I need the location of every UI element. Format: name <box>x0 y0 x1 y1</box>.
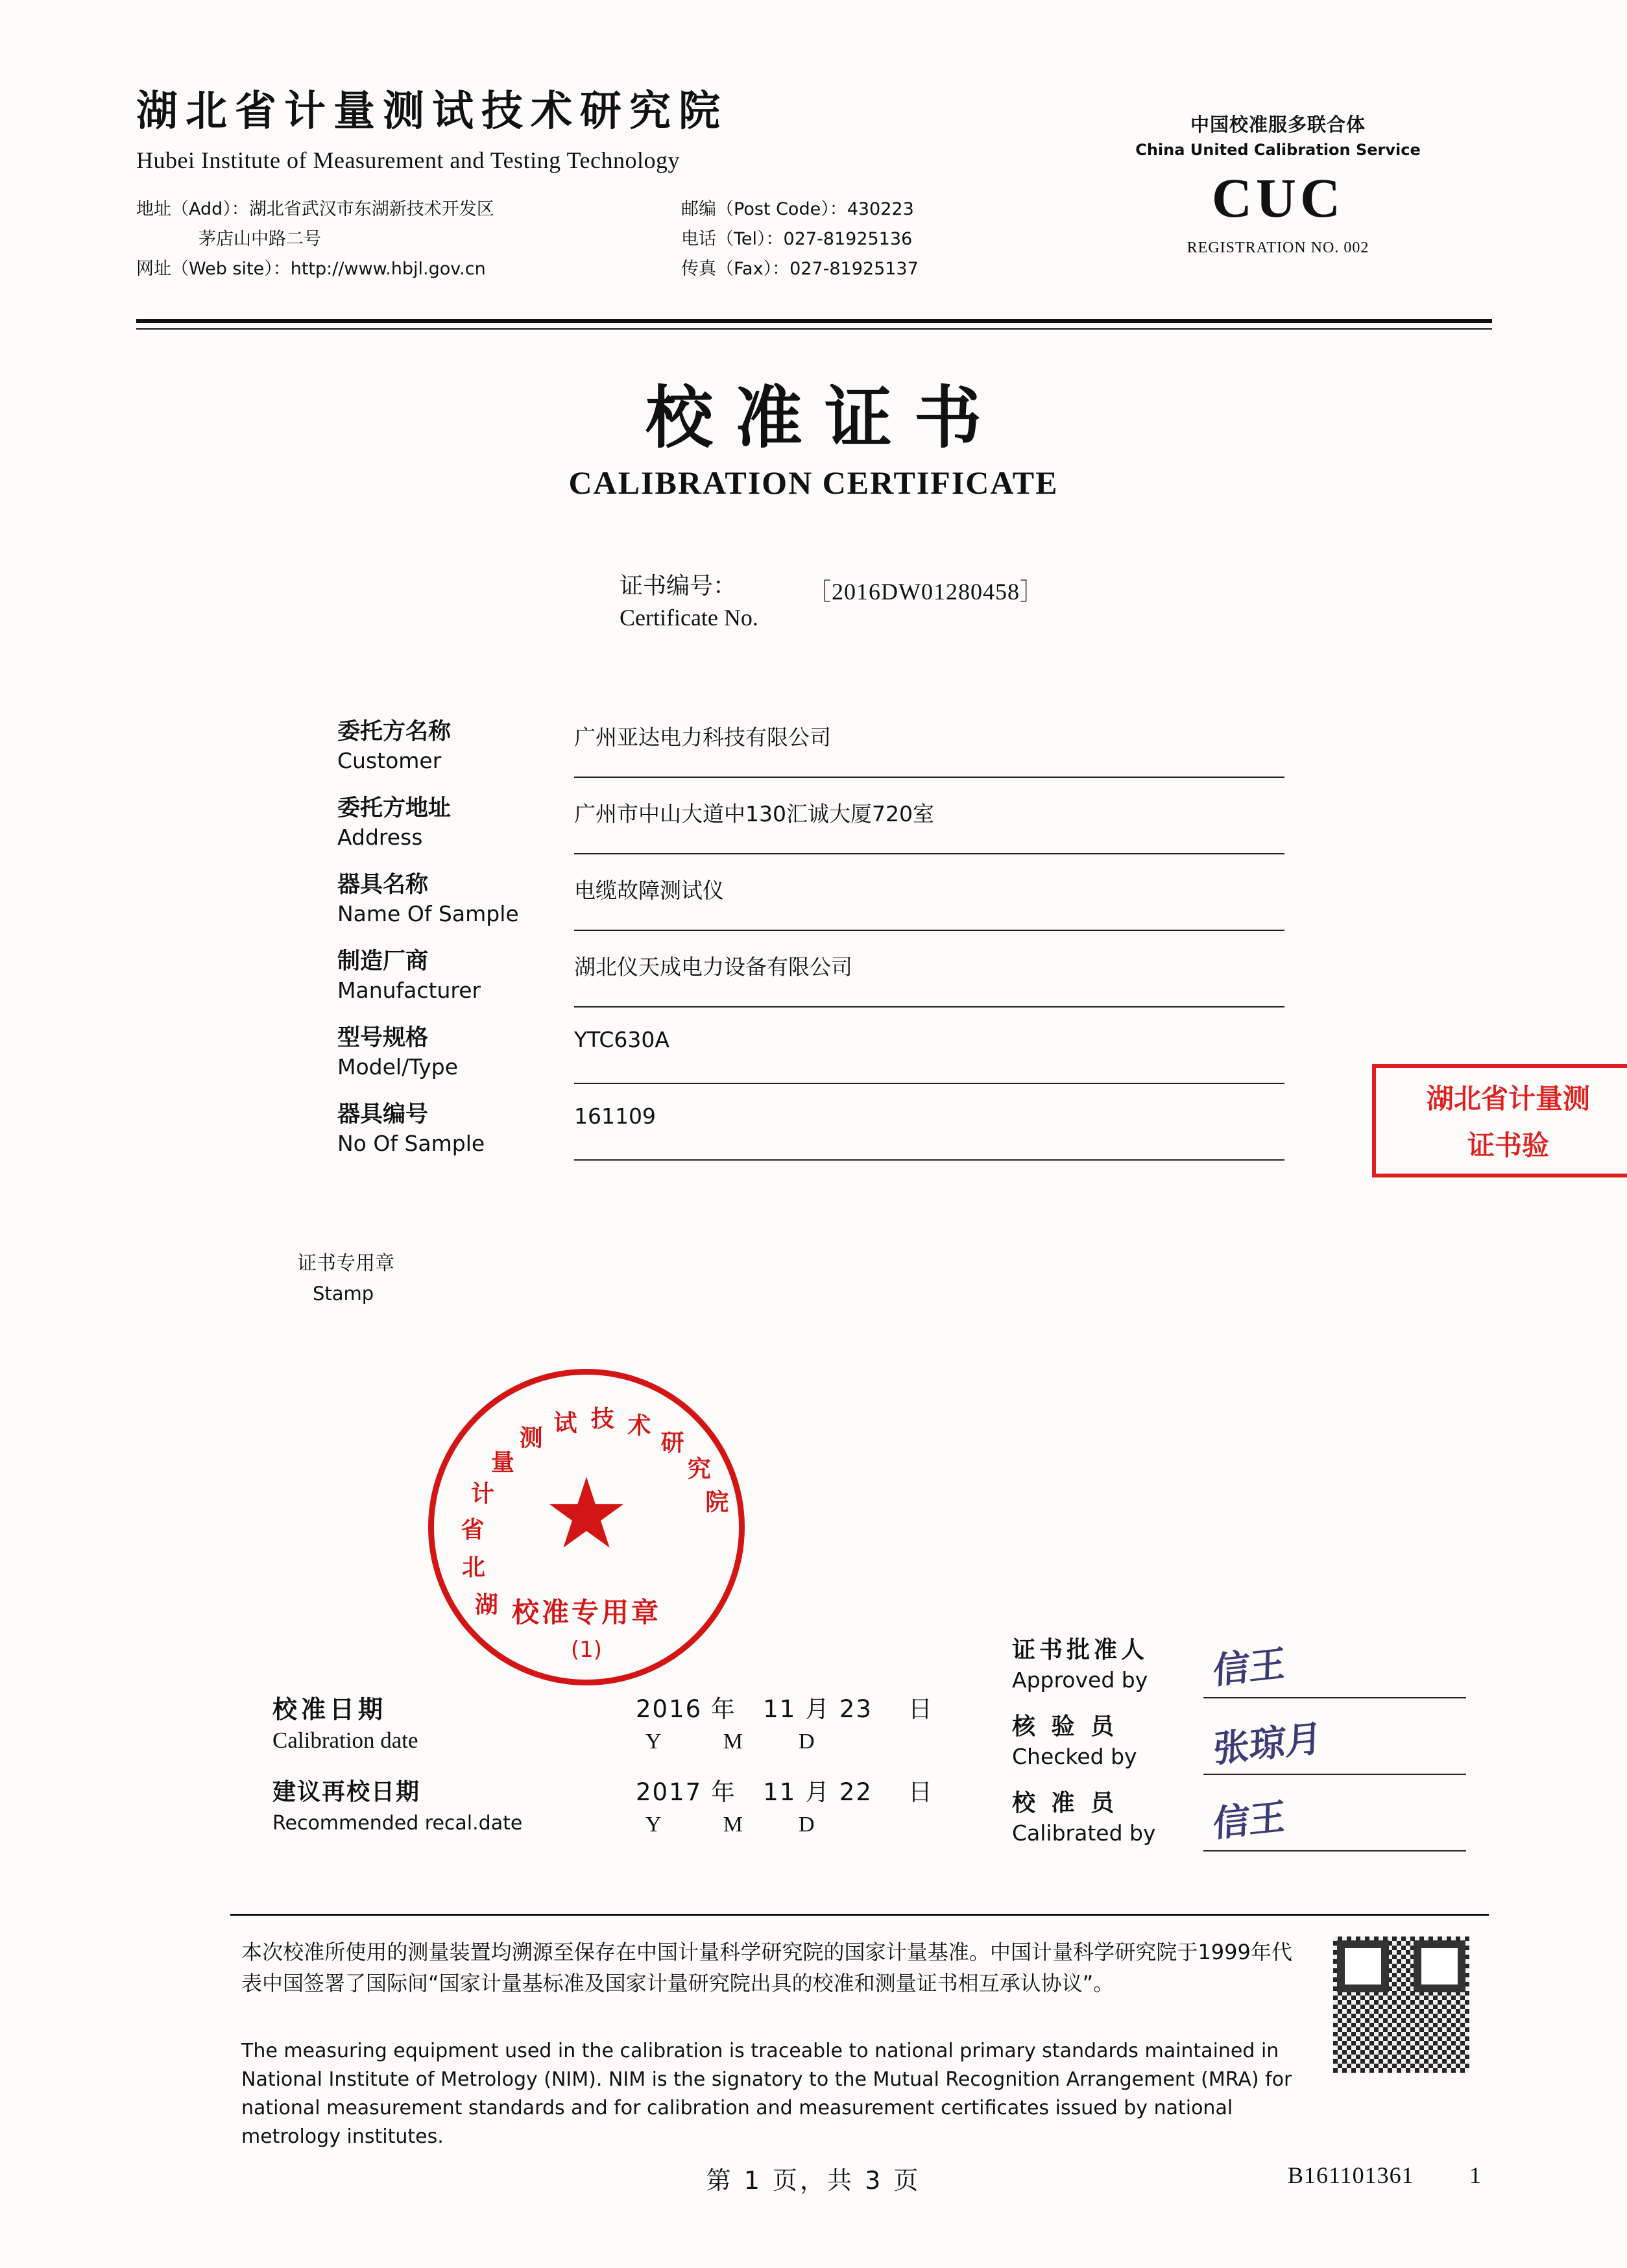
field-label-model <box>337 1023 571 1081</box>
field-label-customer-cn: 委托方名称 <box>337 719 452 745</box>
signature-mark-checked: 张琼月 <box>1212 1717 1323 1772</box>
signature-underline-checked <box>1203 1774 1466 1775</box>
field-label-sample-number <box>337 1100 571 1158</box>
cuc-name-en: China United Calibration Service <box>1135 141 1421 159</box>
field-label-model-en: Model/Type <box>337 1054 458 1080</box>
verification-stamp-line-2: 证书验 <box>1467 1129 1549 1161</box>
field-label-manufacturer-cn: 制造厂商 <box>337 948 429 974</box>
field-label-sample-number-en: No Of Sample <box>337 1131 485 1156</box>
qr-code-icon[interactable] <box>1333 1936 1469 2073</box>
signature-label-calibrated-cn: 校 准 员 <box>1012 1790 1118 1816</box>
signature-mark-calibrated: 信王 <box>1212 1795 1286 1846</box>
signature-label-calibrated-en: Calibrated by <box>1012 1820 1156 1846</box>
field-value-manufacturer: 湖北仪天成电力设备有限公司 <box>574 954 852 980</box>
sample-details-list <box>337 717 1265 1176</box>
page-title-cn: 校准证书 <box>645 378 1004 457</box>
signature-label-checked-en: Checked by <box>1012 1744 1137 1769</box>
certificate-number-label-cn: 证书编号： <box>620 573 737 599</box>
address-block <box>136 195 494 284</box>
signature-label-approved-en: Approved by <box>1012 1667 1148 1693</box>
signature-label-checked <box>1012 1711 1200 1771</box>
certificate-number-value: ［2016DW01280458］ <box>808 579 1044 605</box>
date-ymd-calibration: Y M D <box>645 1730 816 1754</box>
organization-name-cn: 湖北省计量测试技术研究院 <box>136 88 728 136</box>
field-value-sample-name: 电缆故障测试仪 <box>574 878 724 903</box>
seal-bottom-text: 校准专用章 <box>511 1597 661 1628</box>
date-row-calibration <box>272 1693 986 1776</box>
cuc-wordmark-icon: CUC <box>1211 167 1345 229</box>
address-line-1: 地址（Add）：湖北省武汉市东湖新技术开发区 <box>136 199 494 219</box>
field-row-model <box>337 1023 1265 1100</box>
field-value-customer: 广州亚达电力科技有限公司 <box>574 725 831 750</box>
verification-stamp-line-1: 湖北省计量测 <box>1426 1083 1590 1115</box>
field-underline-address <box>574 853 1284 854</box>
date-label-calibration <box>272 1693 636 1755</box>
signature-label-approved-cn: 证书批准人 <box>1012 1637 1149 1663</box>
verification-stamp <box>1372 1064 1627 1177</box>
seal-star-icon: ★ <box>542 1461 631 1569</box>
signature-underline-calibrated <box>1203 1850 1466 1852</box>
field-label-address-en: Address <box>337 825 423 850</box>
seal-arc-text: 湖 北 省 计 量 测 试 技 术 研 究 院 <box>461 1406 729 1619</box>
signature-label-approved <box>1012 1635 1200 1695</box>
date-label-calibration-en: Calibration date <box>272 1728 418 1753</box>
field-row-manufacturer <box>337 947 1265 1023</box>
field-label-customer <box>337 717 571 775</box>
signature-label-checked-cn: 核 验 员 <box>1012 1713 1118 1740</box>
website-line[interactable]: 网址（Web site）：http://www.hbjl.gov.cn <box>136 259 486 279</box>
page-number-label: 第 1 页，共 3 页 <box>706 2166 921 2195</box>
date-label-recal-cn: 建议再校日期 <box>272 1779 421 1805</box>
postcode-line: 邮编（Post Code）：430223 <box>681 199 914 219</box>
certificate-number-label <box>620 571 758 633</box>
certificate-number-label-en: Certificate No. <box>620 605 758 631</box>
dates-block <box>272 1693 986 1859</box>
signature-label-calibrated <box>1012 1788 1200 1848</box>
telephone-line: 电话（Tel）：027-81925136 <box>681 229 913 249</box>
field-label-model-cn: 型号规格 <box>337 1025 429 1051</box>
field-label-manufacturer <box>337 947 571 1005</box>
footer-divider <box>230 1914 1489 1916</box>
signature-mark-approved: 信王 <box>1212 1642 1286 1693</box>
date-ymd-recal: Y M D <box>645 1813 816 1837</box>
signature-row-checked <box>1012 1711 1466 1788</box>
header-divider-thin <box>136 328 1492 330</box>
traceability-note-en: The measuring equipment used in the calibration is traceable to national primary standards maintained in National Institute of Metrology (NIM). NIM is the signatory to the Mutual Recognition Arrangement (MRA) for national measurement standards and for calibration and measurement certificates issued by national metrology institutes. <box>241 2040 1292 2148</box>
field-row-sample-name <box>337 870 1265 947</box>
signature-row-calibrated <box>1012 1788 1466 1864</box>
fax-line: 传真（Fax）：027-81925137 <box>681 259 919 279</box>
field-label-sample-number-cn: 器具编号 <box>337 1102 429 1128</box>
field-label-address <box>337 793 571 852</box>
signature-row-approved <box>1012 1635 1466 1711</box>
field-value-sample-number: 161109 <box>574 1104 656 1129</box>
page-title-en: CALIBRATION CERTIFICATE <box>568 464 1059 501</box>
cuc-registration-number: REGISTRATION NO. 002 <box>1187 239 1369 256</box>
field-underline-sample-number <box>574 1159 1284 1161</box>
field-value-model: YTC630A <box>574 1027 669 1052</box>
field-underline-sample-name <box>574 930 1284 931</box>
document-page-index: 1 <box>1469 2162 1481 2188</box>
stamp-label <box>297 1249 394 1309</box>
document-id: B161101361 <box>1288 2162 1414 2188</box>
field-row-sample-number <box>337 1100 1265 1176</box>
seal-number: (1) <box>570 1637 603 1663</box>
stamp-label-cn: 证书专用章 <box>297 1252 394 1275</box>
field-row-address <box>337 793 1265 870</box>
date-label-calibration-cn: 校准日期 <box>272 1695 387 1724</box>
cuc-name-cn: 中国校准服多联合体 <box>1190 114 1366 136</box>
date-row-recal <box>272 1776 986 1859</box>
date-value-calibration: 2016 年 11 月 23 日 <box>636 1695 934 1723</box>
signatures-block <box>1012 1635 1466 1864</box>
field-underline-model <box>574 1083 1284 1084</box>
field-row-customer <box>337 717 1265 793</box>
address-line-2: 茅店山中路二号 <box>199 229 321 249</box>
field-label-sample-name <box>337 870 571 928</box>
field-value-address: 广州市中山大道中130汇诚大厦720室 <box>574 801 934 826</box>
organization-name-en: Hubei Institute of Measurement and Testing Technology <box>136 147 680 173</box>
field-underline-manufacturer <box>574 1006 1284 1007</box>
stamp-label-en: Stamp <box>313 1283 374 1305</box>
cuc-logo-block <box>1096 110 1460 257</box>
field-label-manufacturer-en: Manufacturer <box>337 978 481 1003</box>
header-divider-thick <box>136 319 1492 323</box>
contact-block <box>681 195 919 284</box>
field-label-sample-name-en: Name Of Sample <box>337 901 519 926</box>
date-value-recal: 2017 年 11 月 22 日 <box>636 1778 934 1806</box>
official-round-seal-icon <box>428 1369 745 1685</box>
field-label-address-cn: 委托方地址 <box>337 795 452 821</box>
field-label-sample-name-cn: 器具名称 <box>337 872 429 898</box>
signature-underline-approved <box>1203 1697 1466 1698</box>
field-underline-customer <box>574 777 1284 778</box>
traceability-note-cn: 本次校准所使用的测量装置均溯源至保存在中国计量科学研究院的国家计量基准。中国计量科学研究院于1999年代表中国签署了国际间“国家计量基标准及国家计量研究院出具的校准和测量证书相互承认协议”。 <box>241 1940 1292 1996</box>
field-label-customer-en: Customer <box>337 748 442 773</box>
date-label-recal <box>272 1776 636 1839</box>
date-label-recal-en: Recommended recal.date <box>272 1812 523 1835</box>
